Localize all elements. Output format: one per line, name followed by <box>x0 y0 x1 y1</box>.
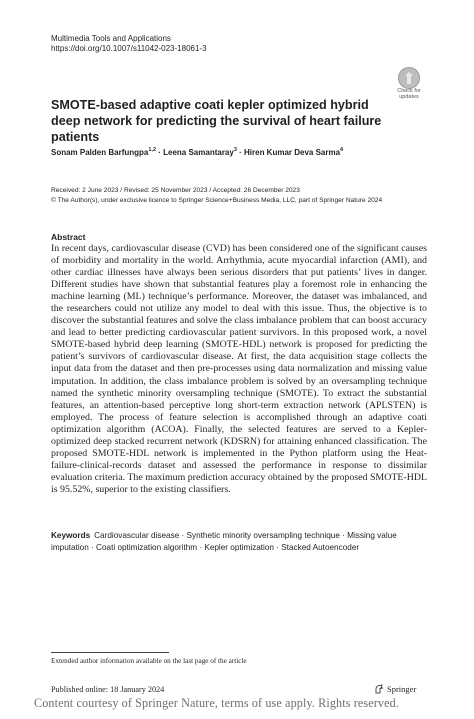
copyright-line: © The Author(s), under exclusive licence to Springer Science+Business Media, LLC, part of Springer Nature 2024 <box>51 197 383 204</box>
abstract-heading: Abstract <box>51 232 86 242</box>
journal-name: Multimedia Tools and Applications <box>51 34 171 43</box>
check-for-updates-badge[interactable] <box>393 67 425 101</box>
copyright-watermark: Content courtesy of Springer Nature, terms of use apply. Rights reserved. <box>34 696 399 710</box>
author-affiliation: 1,2 <box>148 147 157 153</box>
author-affiliation: 3 <box>233 147 237 153</box>
springer-horse-icon <box>374 684 384 694</box>
author-list <box>51 148 343 157</box>
author-separator: · <box>156 148 164 157</box>
springer-logo <box>374 684 416 694</box>
crossmark-line2: updates <box>399 94 419 100</box>
author-name: Hiren Kumar Deva Sarma <box>244 148 341 157</box>
footnote-divider <box>51 652 169 653</box>
keywords-label: Keywords <box>51 531 91 540</box>
article-history <box>51 186 382 206</box>
abstract-body: In recent days, cardiovascular disease (CVD) has been considered one of the significant causes of morbidity and mortality in the world. Arrhythmia, acute myocardial infarction (AMI), and other cardiac illnesses have always been serious disorders that put patients’ lives in danger. Different studies have shown that substantial features play a foremost role in enhancing the machine learning (ML) technique’s performance. Moreover, the dataset was imbalanced, and the researchers could not utilize any model to deal with this issue. Thus, the objective is to discover the substantial features and solve the class imbalance problem that can boost accuracy and lead to better predicting cardiovascular patient survivors. In this proposed work, a novel SMOTE-based hybrid deep learning (SMOTE-HDL) network is proposed for predicting the patient’s survivors of cardiovascular disease. At first, the data acquisition stage collects the input data from the dataset and then pre-processes using data normalization and missing value imputation. In addition, the class imbalance problem is solved by an oversampling technique named the synthetic minority oversampling technique (SMOTE). To extract the substantial features, an attention-based perceptive long short-term extraction network (APLSTEN) is employed. The process of feature selection is accomplished through an adaptive coati optimization algorithm (ACOA). Finally, the selected features are served to a Kepler-optimized deep stacked recurrent network (KDSRN) for attaining enhanced classification. The proposed SMOTE-HDL network is implemented in the Python platform using the Heat-failure-clinical-records dataset and assessed the performance in response to dissimilar evaluation criteria. The maximum prediction accuracy obtained by the proposed SMOTE-HDL is 95.52%, superior to the existing classifiers. <box>51 243 427 495</box>
author-separator: · <box>236 148 244 157</box>
footnote: Extended author information available on the last page of the article <box>51 657 247 665</box>
publisher-name: Springer <box>387 684 417 694</box>
journal-header <box>51 34 207 54</box>
doi-link[interactable]: https://doi.org/10.1007/s11042-023-18061-3 <box>51 44 207 53</box>
author-affiliation: 4 <box>340 147 344 153</box>
author-name: Sonam Palden Barfungpa <box>51 148 149 157</box>
received-dates: Received: 2 June 2023 / Revised: 25 November 2023 / Accepted: 26 December 2023 <box>51 187 300 194</box>
article-title: SMOTE-based adaptive coati kepler optimized hybrid deep network for predicting the survival of heart failure patients <box>51 98 382 144</box>
crossmark-icon <box>398 67 420 89</box>
crossmark-line1: Check for <box>397 88 421 94</box>
published-date: Published online: 18 January 2024 <box>51 685 165 694</box>
keywords <box>51 530 427 554</box>
keywords-text: Cardiovascular disease · Synthetic minority oversampling technique · Missing value imputation · Coati optimization algorithm · Kepler optimization · Stacked Autoencoder <box>51 531 397 552</box>
author-name: Leena Samantaray <box>163 148 234 157</box>
